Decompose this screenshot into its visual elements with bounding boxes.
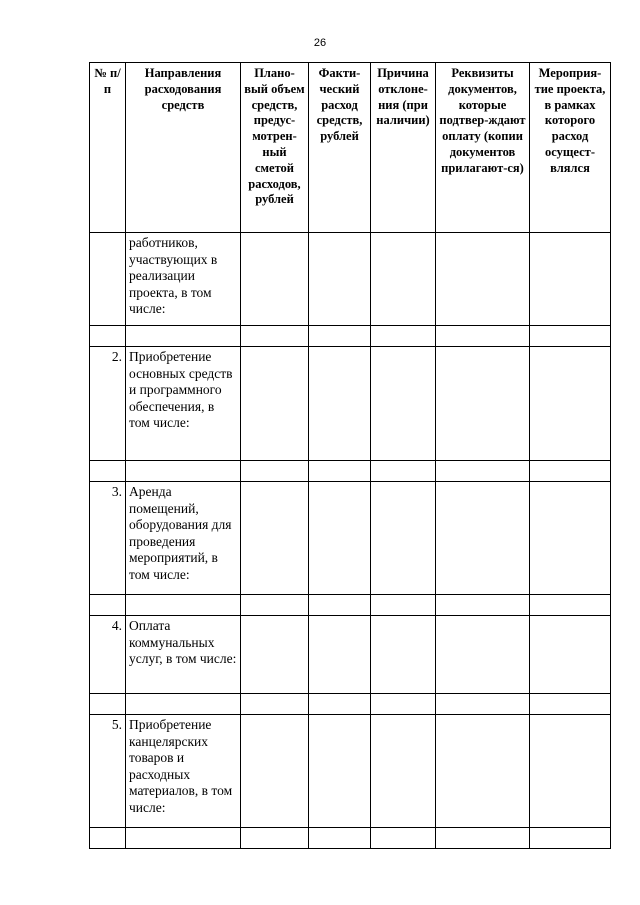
cell — [241, 616, 309, 694]
row-number: 3. — [90, 482, 126, 595]
table-row-sub — [90, 828, 611, 849]
cell — [436, 233, 530, 326]
cell — [241, 482, 309, 595]
row-name: Приобретение канцелярских товаров и расходных материалов, в том числе: — [126, 715, 241, 828]
cell — [309, 482, 371, 595]
cell — [371, 482, 436, 595]
table-row-sub — [90, 595, 611, 616]
cell — [530, 482, 611, 595]
cell — [371, 233, 436, 326]
cell — [436, 715, 530, 828]
cell — [309, 616, 371, 694]
row-name: Приобретение основных средств и программного обеспечения, в том числе: — [126, 347, 241, 461]
col-header-actual: Факти-ческий расход средств, рублей — [309, 63, 371, 233]
cell — [371, 715, 436, 828]
table-row-sub — [90, 694, 611, 715]
cell — [309, 233, 371, 326]
cell — [530, 233, 611, 326]
cell — [530, 616, 611, 694]
table-header-row — [90, 63, 611, 233]
col-header-documents: Реквизиты документов, которые подтвер-ждают оплату (копии документов прилагают-ся) — [436, 63, 530, 233]
cell — [530, 347, 611, 461]
row-number: 5. — [90, 715, 126, 828]
cell — [371, 616, 436, 694]
table-row — [90, 715, 611, 828]
col-header-reason: Причина отклоне-ния (при наличии) — [371, 63, 436, 233]
cell — [309, 715, 371, 828]
table-row — [90, 482, 611, 595]
cell — [530, 715, 611, 828]
table-row — [90, 347, 611, 461]
row-number — [90, 233, 126, 326]
cell — [371, 347, 436, 461]
row-name: Оплата коммунальных услуг, в том числе: — [126, 616, 241, 694]
col-header-direction: Направления расходования средств — [126, 63, 241, 233]
table-row-sub — [90, 326, 611, 347]
col-header-number: № п/п — [90, 63, 126, 233]
col-header-planned: Плано-вый объем средств, предус-мотрен-ный сметой расходов, рублей — [241, 63, 309, 233]
cell — [436, 482, 530, 595]
cell — [241, 715, 309, 828]
row-number: 4. — [90, 616, 126, 694]
cell — [241, 233, 309, 326]
page-number: 26 — [313, 37, 327, 49]
row-number: 2. — [90, 347, 126, 461]
row-name: работников, участвующих в реализации проекта, в том числе: — [126, 233, 241, 326]
table-row-sub — [90, 461, 611, 482]
row-name: Аренда помещений, оборудования для проведения мероприятий, в том числе: — [126, 482, 241, 595]
cell — [309, 347, 371, 461]
cell — [436, 347, 530, 461]
expense-report-table — [89, 62, 611, 849]
table-row — [90, 616, 611, 694]
table-row — [90, 233, 611, 326]
col-header-event: Мероприя-тие проекта, в рамках которого расход осущест-влялся — [530, 63, 611, 233]
cell — [241, 347, 309, 461]
cell — [436, 616, 530, 694]
